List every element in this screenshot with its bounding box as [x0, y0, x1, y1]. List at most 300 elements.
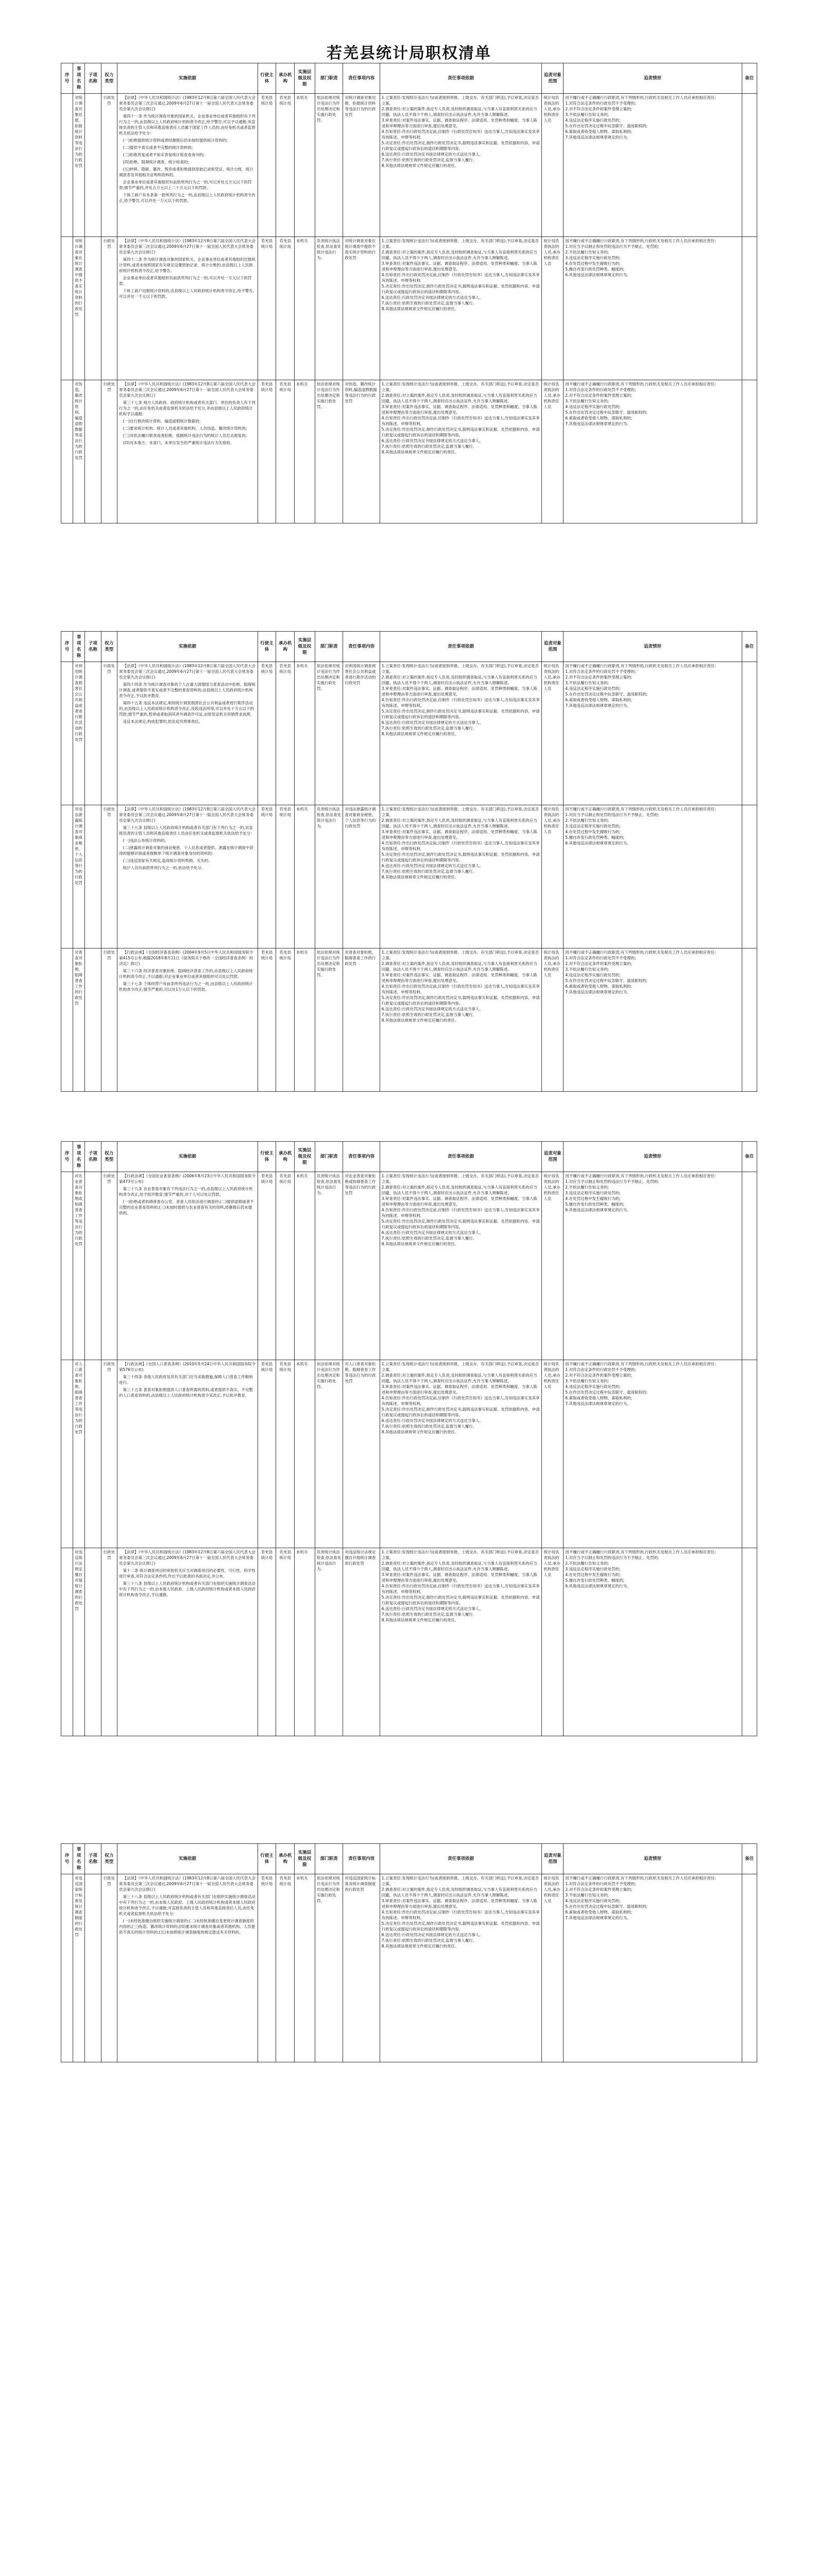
- cell-承办机构: 若羌县统计局: [276, 94, 295, 237]
- cell-责任事项依据: [380, 237, 542, 380]
- text-line: 5.决定责任:作出处罚决定,制作行政处罚决定书,载明违法事实和证据、处罚依据和内容、申请行政复议或提起行政诉讼的途径和期限等内容。: [381, 1595, 540, 1605]
- cell-实施依据: [117, 1172, 258, 1360]
- column-header: 序号: [61, 1844, 73, 1874]
- cell-实施依据: [117, 237, 258, 380]
- column-header: 承办机构: [276, 63, 295, 94]
- cell-事项名称: 对违反统计法规定擅自开展统计调查的行政处罚: [73, 1548, 85, 1736]
- text-line: 企业事业单位或者其他组织有前款所列行为之一的,可以并处一万元以下的罚款。: [119, 276, 252, 286]
- cell-部门职责: 依法依规对统计违法行为作出处理决定和实施行政处罚。: [315, 1360, 343, 1548]
- text-line: 4.在处罚过程中发生腐败行为的;: [565, 829, 621, 834]
- cell-子项名称: [85, 1548, 101, 1736]
- column-header: 责任事项依据: [380, 1844, 542, 1874]
- text-line: 4.告知责任:作出行政处罚决定前,应制作《行政处罚告知书》送达当事人,告知违法事实及其享有的陈述、申辩等权利。: [381, 984, 540, 994]
- cell-责任事项依据: [380, 948, 542, 1092]
- cell-责任事项内容: 对违反国家统计标准及统计调查制度的行政处罚: [343, 1874, 380, 2062]
- cell-序号: [61, 380, 73, 523]
- cell-责任事项依据: [380, 94, 542, 237]
- text-line: 因不履行或不正确履行行政职责,有下列情形的,行政机关及相关工作人员应承担相应责任:: [565, 1550, 716, 1554]
- text-line: 4.违反法定程序实施行政处罚的;: [565, 1899, 621, 1903]
- cell-实施层级及权限: 本机关: [295, 662, 315, 805]
- text-line: 因不履行或不正确履行行政职责,有下列情形的,行政机关及相关工作人员应承担相应责任:: [565, 950, 716, 955]
- cell-责任事项内容: 对普查对象拒绝、阻碍普查工作的行政处罚: [343, 948, 380, 1092]
- text-line: 5.擅自改变行政处罚种类、幅度的;: [565, 1202, 625, 1207]
- text-line: 2.调查责任:对立案的案件,指定专人负责,及时组织调查取证,与当事人有直接利害关系的应当回避。执法人员不得少于两人,调查时应出示执法证件,允许当事人辩解陈述。: [381, 1373, 537, 1383]
- text-line: 8.其他法律法规规章文件规定应履行的责任。: [381, 875, 459, 879]
- cell-事项名称: 对利用统计调查损害社会公共利益或者进行欺诈活动的行政处罚: [73, 662, 85, 805]
- text-line: 3.不依法履行告知义务的;: [565, 681, 609, 685]
- text-line: 7.其他违反法律法规规章规定的行为。: [565, 1401, 631, 1406]
- text-line: 2.调查责任:对立案的案件,指定专人负责,及时组织调查取证,与当事人有直接利害关系的应当回避。执法人员不得少于两人,调查时应出示执法证件,允许当事人辩解陈述。: [381, 675, 537, 685]
- cell-责任事项依据: [380, 380, 542, 523]
- column-header: 事项名称: [73, 63, 85, 94]
- text-line: 8.其他法律法规规章文件规定应履行的责任。: [381, 1430, 459, 1434]
- text-line: 4.告知责任:作出行政处罚决定前,应制作《行政处罚告知书》送达当事人,告知违法事实及其享有的陈述、申辩等权利。: [381, 273, 540, 283]
- text-line: 3.审查责任:对案件违法事实、证据、调查取证程序、法律适用、处罚种类和幅度、当事人陈述和申辩理由等方面进行审查,提出处理意见。: [381, 118, 537, 128]
- text-line: 4.告知责任:作出行政处罚决定前,应制作《行政处罚告知书》送达当事人,告知违法事实及其享有的陈述、申辩等权利。: [381, 1396, 540, 1406]
- cell-行使主体: 若羌县统计局: [258, 662, 276, 805]
- cell-责任事项内容: 对统计调查对象在统计调查中提供不真实统计资料的行政处罚: [343, 237, 380, 380]
- text-line: 第三十八条 县级以上人民政府统计机构或者有关部门在组织实施统计调查活动中有下列行为之一的,由本级人民政府、上级人民政府统计机构或者本级人民政府统计机构责令改正,予以通报;对直接负责的主管人员和其他直接责任人员,由任免机关或者监察机关依法给予处分:: [119, 1894, 255, 1916]
- table-row: [61, 1172, 757, 1360]
- text-line: 6.送达责任:行政处罚决定书按法律规定的方式送达当事人。: [381, 152, 483, 157]
- cell-权力类型: 行政处罚: [101, 1548, 117, 1736]
- text-line: (二)要求统计机构、统计人员或者其他机构、人员伪造、篡改统计资料的;: [123, 426, 247, 431]
- text-line: 2.对不符合法定条件的案件受理立案的;: [565, 961, 633, 966]
- text-line: 【行政法规】《全国农业普查条例》(2006年8月23日中华人民共和国国务院令第473号公布): [119, 1174, 256, 1184]
- text-line: 2.不依法履行告知义务的;: [565, 1185, 609, 1190]
- text-line: 5.在作出处罚决定过程中玩忽职守、滥用职权的;: [565, 978, 648, 983]
- cell-子项名称: [85, 805, 101, 948]
- text-line: 2.调查责任:对立案的案件,指定专人负责,及时组织调查取证,与当事人有直接利害关系的应当回避。执法人员不得少于两人,调查时应出示执法证件,允许当事人辩解陈述。: [381, 250, 537, 260]
- cell-权力类型: 行政处罚: [101, 662, 117, 805]
- table-row: [61, 662, 757, 805]
- column-header: 序号: [61, 63, 73, 94]
- text-line: 个体工商户有本条第一款所列行为之一的,由县级以上人民政府统计机构责令改正,给予警告,可以并处一万元以下的罚款。: [119, 193, 255, 203]
- text-line: 3.审查责任:对案件违法事实、证据、调查取证程序、法律适用、处罚种类和幅度、当事人陈述和申辩理由等方面进行审查,提出处理意见。: [381, 1899, 537, 1909]
- cell-备注: [742, 1874, 757, 2062]
- text-line: 第三十九条 县级以上人民政府统计机构或者有关部门有下列行为之一的,对直接负责的主管人员和其他直接责任人员由任免机关或者监察机关依法给予处分:: [119, 825, 253, 836]
- column-header: 事项名称: [73, 1844, 85, 1874]
- text-line: 【行政法规】《全国经济普查条例》(2004年9月5日中华人民共和国国务院令第415号公布,根据2018年8月11日《国务院关于修改〈全国经济普查条例〉的决定》修订): [119, 950, 253, 966]
- text-line: 7.其他违反法律法规规章规定的行为。: [565, 990, 631, 994]
- text-line: 2.调查责任:对立案的案件,指定专人负责,及时组织调查取证,与当事人有直接利害关系的应当回避。执法人员不得少于两人,调查时应出示执法证件,允许当事人辩解陈述。: [381, 1887, 537, 1897]
- cell-实施依据: [117, 1874, 258, 2062]
- power-table: [61, 631, 757, 1092]
- column-header: 追责情形: [564, 1142, 742, 1172]
- text-line: 5.决定责任:作出处罚决定,制作行政处罚决定书,载明违法事实和证据、处罚依据和内容、申请行政复议或提起行政诉讼的途径和期限等内容。: [381, 1407, 540, 1417]
- cell-部门职责: 负责统计执法检查,依法查处统计违法行为。: [315, 1172, 343, 1360]
- text-line: 7.执行责任:依照生效的行政处罚决定,监督当事人履行。: [381, 444, 477, 449]
- cell-子项名称: [85, 94, 101, 237]
- column-header: 承办机构: [276, 1142, 295, 1172]
- cell-行使主体: 若羌县统计局: [258, 1548, 276, 1736]
- table-row: [61, 1874, 757, 2062]
- text-line: 3.不依法履行告知义务的;: [565, 1893, 609, 1897]
- cell-序号: [61, 948, 73, 1092]
- column-header: 责任事项内容: [343, 63, 380, 94]
- text-line: (二)提供不真实或者不完整的统计资料的;: [123, 145, 193, 150]
- cell-责任事项依据: [380, 662, 542, 805]
- text-line: 5.在作出处罚决定过程中玩忽职守、滥用职权的;: [565, 410, 648, 415]
- cell-责任事项依据: [380, 1172, 542, 1360]
- text-line: 6.其他违反法律法规规章规定的行为。: [565, 1584, 631, 1588]
- text-line: 4.在处罚过程中发生腐败行为的;: [565, 261, 621, 266]
- column-header: 追责情形: [564, 632, 742, 662]
- text-line: 4.告知责任:作出行政处罚决定前,应制作《行政处罚告知书》送达当事人,告知违法事实及其享有的陈述、申辩等权利。: [381, 1584, 540, 1594]
- text-line: 4.在处罚过程中发生腐败行为的;: [565, 1196, 621, 1201]
- text-line: 4.告知责任:作出行政处罚决定前,应制作《行政处罚告知书》送达当事人,告知违法事实及其享有的陈述、申辩等权利。: [381, 416, 540, 426]
- text-line: 4.在处罚过程中发生腐败行为的;: [565, 1572, 621, 1577]
- column-header: 部门职责: [315, 1844, 343, 1874]
- text-line: (一)违法公布统计资料的;: [123, 838, 166, 843]
- text-line: 1.对符合法定条件的行政处罚不予受理的;: [565, 387, 636, 392]
- cell-承办机构: 若羌县统计局: [276, 948, 295, 1092]
- cell-子项名称: [85, 237, 101, 380]
- text-line: 1.立案责任:发现统计违法行为(或者接到举报、上级交办、有关部门移送),予以审查,决定是否立案。: [381, 1876, 539, 1886]
- text-line: 6.送达责任:行政处罚决定书按法律规定的方式送达当事人。: [381, 863, 483, 868]
- text-line: 【法律】《中华人民共和国统计法》(1983年12月8日第六届全国人民代表大会常务委员会第三次会议通过,2009年6月27日第十一届全国人民代表大会常务委员会第九次会议修订): [119, 1550, 256, 1566]
- text-line: 3.审查责任:对案件违法事实、证据、调查取证程序、法律适用、处罚种类和幅度、当事人陈述和申辩理由等方面进行审查,提出处理意见。: [381, 261, 537, 272]
- text-line: 6.索取或者收受他人财物、谋取私利的;: [565, 984, 633, 989]
- cell-责任事项依据: [380, 1874, 542, 2062]
- column-header: 实施层级及权限: [295, 632, 315, 662]
- text-line: 第三十四条 各级人民政府及其有关部门应当采取措施,保障人口普查工作顺利进行。: [119, 1375, 253, 1385]
- text-line: 8.其他法律法规规章文件规定应履行的责任。: [381, 732, 459, 736]
- text-line: 5.决定责任:作出处罚决定,制作行政处罚决定书,载明违法事实和证据、处罚依据和内容、申请行政复议或提起行政诉讼的途径和期限等内容。: [381, 709, 540, 719]
- text-line: (三)拒绝答复或者不如实答复统计检查查询书的;: [123, 152, 204, 157]
- cell-责任事项内容: 对农业普查对象拒绝或妨碍普查工作等违法行为的行政处罚: [343, 1172, 380, 1360]
- text-line: 3.审查责任:对案件违法事实、证据、调查取证程序、法律适用、处罚种类和幅度、当事人陈述和申辩理由等方面进行审查,提出处理意见。: [381, 1384, 537, 1395]
- text-line: (一)自行修改统计资料、编造虚假统计数据的;: [123, 419, 201, 423]
- column-header: 行使主体: [258, 1142, 276, 1172]
- column-header: 实施层级及权限: [295, 1844, 315, 1874]
- text-line: 【法律】《中华人民共和国统计法》(1983年12月8日第六届全国人民代表大会常务委员会第三次会议通过,2009年6月27日第十一届全国人民代表大会常务委员会第九次会议修订): [119, 239, 256, 255]
- cell-事项名称: 对统计调查对象在统计调查中提供不真实统计资料的行政处罚: [73, 237, 85, 380]
- cell-追责情形: [564, 948, 742, 1092]
- text-line: 3.审查责任:对案件违法事实、证据、调查取证程序、法律适用、处罚种类和幅度、当事人陈述和申辩理由等方面进行审查,提出处理意见。: [381, 404, 537, 415]
- text-line: 6.送达责任:行政处罚决定书按法律规定的方式送达当事人。: [381, 720, 483, 725]
- cell-追责对象范围: 统计局负责执法的人员,承办机构责任人员: [542, 948, 564, 1092]
- text-line: 第十二条 统计调查项目的审批机关应当对调查项目的必要性、可行性、科学性进行审查,对符合法定条件的,作出予以批准的书面决定,并公布。: [119, 1568, 255, 1579]
- cell-事项名称: 对违法泄露统计调查对象商业秘密、个人信息等行为的行政处罚: [73, 805, 85, 948]
- power-table: [61, 1141, 757, 1736]
- cell-部门职责: 依法依规对统计违法行为作出处理决定和实施行政处罚。: [315, 948, 343, 1092]
- column-header: 权力类型: [101, 632, 117, 662]
- cell-实施层级及权限: 本机关: [295, 1172, 315, 1360]
- cell-行使主体: 若羌县统计局: [258, 805, 276, 948]
- cell-承办机构: 若羌县统计局: [276, 805, 295, 948]
- text-line: 5.决定责任:作出处罚决定,制作行政处罚决定书,载明违法事实和证据、处罚依据和内容、申请行政复议或提起行政诉讼的途径和期限等内容。: [381, 1219, 540, 1229]
- column-header: 权力类型: [101, 1142, 117, 1172]
- text-line: 【行政法规】《全国人口普查条例》(2010年5月24日中华人民共和国国务院令第576号公布): [119, 1362, 256, 1372]
- column-header: 权力类型: [101, 63, 117, 94]
- column-header: 备注: [742, 1844, 757, 1874]
- cell-序号: [61, 1874, 73, 2062]
- column-header: 实施层级及权限: [295, 1142, 315, 1172]
- column-header: 部门职责: [315, 63, 343, 94]
- text-line: 个体工商户迟报统计资料的,由县级以上人民政府统计机构责令改正,给予警告,可以并处一千元以下的罚款。: [119, 289, 254, 299]
- column-header: 行使主体: [258, 1844, 276, 1874]
- table-row: [61, 805, 757, 948]
- text-line: (二)泄露统计调查对象的商业秘密、个人信息或者提供、泄露在统计调查中获得的能够识别或者推断单个统计调查对象身份的资料的;: [119, 845, 253, 856]
- cell-序号: [61, 1172, 73, 1360]
- text-line: (四)拒绝、阻碍统计调查、统计检查的;: [123, 160, 189, 164]
- text-line: 2.对不符合法定条件的案件受理立案的;: [565, 393, 633, 398]
- text-line: 8.其他法律法规规章文件规定应履行的责任。: [381, 450, 459, 454]
- cell-权力类型: 行政处罚: [101, 805, 117, 948]
- text-line: 6.送达责任:行政处罚决定书按法律规定的方式送达当事人。: [381, 1230, 483, 1235]
- cell-实施层级及权限: 本机关: [295, 94, 315, 237]
- cell-子项名称: [85, 662, 101, 805]
- cell-事项名称: 对统计调查对象迟报、拒报统计资料等违法行为的行政处罚: [73, 94, 85, 237]
- cell-追责对象范围: 统计局负责执法的人员,承办机构责任人员: [542, 805, 564, 948]
- text-line: 1.立案责任:发现统计违法行为(或者接到举报、上级交办、有关部门移送),予以审查,决定是否立案。: [381, 950, 539, 960]
- text-line: 6.索取或者收受他人财物、谋取私利的;: [565, 129, 633, 134]
- table-row: [61, 237, 757, 380]
- column-header: 责任事项内容: [343, 632, 380, 662]
- cell-备注: [742, 1548, 757, 1736]
- text-line: 8.其他法律法规规章文件规定应履行的责任。: [381, 1018, 459, 1023]
- cell-子项名称: [85, 1360, 101, 1548]
- text-line: 1.立案责任:发现统计违法行为(或者接到举报、上级交办、有关部门移送),予以审查,决定是否立案。: [381, 382, 539, 392]
- text-line: (一)拒绝或者妨碍普查办公室、普查人员依法进行调查的;(二)提供虚假或者不完整的农业普查资料的;(三)未按时提供与农业普查有关的资料,经催报后仍未提供的。: [119, 1199, 254, 1215]
- text-line: 8.其他法律法规规章文件规定应履行的责任。: [381, 1618, 459, 1622]
- text-line: 2.调查责任:对立案的案件,指定专人负责,及时组织调查取证,与当事人有直接利害关系的应当回避。执法人员不得少于两人,调查时应出示执法证件,允许当事人辩解陈述。: [381, 1561, 537, 1571]
- text-line: 1.对应当予以制止和处罚的违法行为不予制止、处罚的;: [565, 244, 659, 249]
- cell-事项名称: 对伪造、篡改统计资料,编造虚假数据等违法行为的行政处罚: [73, 380, 85, 523]
- cell-承办机构: 若羌县统计局: [276, 380, 295, 523]
- cell-责任事项内容: 对伪造、篡改统计资料,编造虚假数据等违法行为的行政处罚: [343, 380, 380, 523]
- cell-备注: [742, 1360, 757, 1548]
- cell-追责情形: [564, 1874, 742, 2062]
- cell-事项名称: 对违反国家统计标准及统计调查制度的行政处罚: [73, 1874, 85, 2062]
- text-line: 因不履行或不正确履行行政职责,有下列情形的,行政机关及相关工作人员应承担相应责任:: [565, 1876, 716, 1880]
- cell-行使主体: 若羌县统计局: [258, 94, 276, 237]
- cell-承办机构: 若羌县统计局: [276, 1172, 295, 1360]
- cell-行使主体: 若羌县统计局: [258, 380, 276, 523]
- text-line: 8.其他法律法规规章文件规定应履行的责任。: [381, 307, 459, 311]
- text-line: 5.决定责任:作出处罚决定,制作行政处罚决定书,载明违法事实和证据、处罚依据和内容、申请行政复议或提起行政诉讼的途径和期限等内容。: [381, 1921, 540, 1931]
- text-line: 4.告知责任:作出行政处罚决定前,应制作《行政处罚告知书》送达当事人,告知违法事实及其享有的陈述、申辩等权利。: [381, 129, 540, 140]
- text-line: 4.违反法定程序实施行政处罚的;: [565, 118, 621, 123]
- text-line: 8.其他法律法规规章文件规定应履行的责任。: [381, 1242, 459, 1246]
- text-line: 3.违反法定程序实施行政处罚的;: [565, 1567, 621, 1571]
- column-header: 承办机构: [276, 1844, 295, 1874]
- cell-承办机构: 若羌县统计局: [276, 1360, 295, 1548]
- cell-追责对象范围: 统计局负责执法的人员,承办机构责任人员: [542, 237, 564, 380]
- column-header: 责任事项内容: [343, 1142, 380, 1172]
- text-line: 第三十九条 农业普查对象有下列违法行为之一的,由县级以上人民政府统计机构责令改正,给予批评教育;情节严重的,对个人可以处以罚款。: [119, 1187, 253, 1197]
- cell-追责对象范围: 统计局负责执法的人员,承办机构责任人员: [542, 1172, 564, 1360]
- column-header: 实施依据: [117, 632, 258, 662]
- column-header: 责任事项依据: [380, 1142, 542, 1172]
- text-line: 7.执行责任:依照生效的行政处罚决定,监督当事人履行。: [381, 1236, 477, 1241]
- text-line: 违反本法规定,构成犯罪的,依法追究刑事责任。: [123, 719, 203, 724]
- cell-追责情形: [564, 237, 742, 380]
- text-line: 统计人员有前款所列行为之一的,依法给予处分。: [123, 866, 206, 870]
- text-line: 2.不依法履行告知义务的;: [565, 1561, 609, 1566]
- text-line: 4.违反法定程序实施行政处罚的;: [565, 1384, 621, 1389]
- cell-实施依据: [117, 1548, 258, 1736]
- text-line: 3.违反法定程序实施行政处罚的;: [565, 256, 621, 260]
- text-line: 第三十六条 经济普查对象拒绝、阻碍经济普查工作的,由县级以上人民政府统计机构责令改正,予以通报;对企业事业单位或者其他组织可以处以罚款。: [119, 969, 253, 979]
- text-line: 1.对符合法定条件的行政处罚不予受理的;: [565, 101, 636, 106]
- text-line: 4.违反法定程序实施行政处罚的;: [565, 404, 621, 409]
- text-line: 7.其他违反法律法规规章规定的行为。: [565, 703, 631, 708]
- cell-子项名称: [85, 380, 101, 523]
- text-line: 1.对应当予以制止和处罚的违法行为不予制止、处罚的;: [565, 1179, 659, 1184]
- text-line: 【法律】《中华人民共和国统计法》(1983年12月8日第六届全国人民代表大会常务委员会第三次会议通过,2009年6月27日第十一届全国人民代表大会常务委员会第九次会议修订): [119, 382, 256, 398]
- cell-实施层级及权限: 本机关: [295, 805, 315, 948]
- cell-责任事项内容: 对违反统计法规定擅自开展统计调查的行政处罚: [343, 1548, 380, 1736]
- cell-行使主体: 若羌县统计局: [258, 948, 276, 1092]
- cell-追责对象范围: 统计局负责执法的人员,承办机构责任人员: [542, 1360, 564, 1548]
- text-line: 第三十五条 普查对象拒绝提供人口普查所需的资料,或者提供不真实、不完整的人口普查资料的,由县级以上人民政府统计机构责令其改正,予以批评教育。: [119, 1387, 253, 1398]
- cell-责任事项内容: 对利用统计调查损害社会公共利益或者进行欺诈活动的行政处罚: [343, 662, 380, 805]
- cell-权力类型: 行政处罚: [101, 948, 117, 1092]
- table-row: [61, 948, 757, 1092]
- cell-部门职责: 负责统计执法检查,依法查处统计违法行为。: [315, 805, 343, 948]
- text-line: 第四十四条 作为统计调查对象的个人在重大国情国力普查活动中拒绝、阻碍统计调查,或者提供不真实或者不完整的普查资料的,由县级以上人民政府统计机构责令改正,予以批评教育。: [119, 682, 255, 698]
- text-line: 6.索取或者收受他人财物、谋取私利的;: [565, 1910, 633, 1914]
- text-line: (三)违反国家有关规定,造成统计资料毁损、灭失的。: [123, 858, 212, 863]
- cell-事项名称: 对普查对象拒绝、阻碍普查工作的行政处罚: [73, 948, 85, 1092]
- cell-承办机构: 若羌县统计局: [276, 662, 295, 805]
- text-line: 8.其他法律法规规章文件规定应履行的责任。: [381, 1944, 459, 1948]
- column-header: 备注: [742, 63, 757, 94]
- text-line: (四)对本地方、本部门、本单位发生的严重统计违法行为失察的。: [123, 440, 234, 445]
- cell-实施层级及权限: 本机关: [295, 1548, 315, 1736]
- cell-追责对象范围: 统计局负责执法的人员,承办机构责任人员: [542, 380, 564, 523]
- column-header: 事项名称: [73, 632, 85, 662]
- column-header: 备注: [742, 1142, 757, 1172]
- text-line: 4.告知责任:作出行政处罚决定前,应制作《行政处罚告知书》送达当事人,告知违法事实及其享有的陈述、申辩等权利。: [381, 1208, 540, 1218]
- table-header: [61, 632, 757, 662]
- text-line: 【法律】《中华人民共和国统计法》(1983年12月8日第六届全国人民代表大会常务委员会第三次会议通过,2009年6月27日第十一届全国人民代表大会常务委员会第九次会议修订): [119, 807, 256, 823]
- cell-子项名称: [85, 1172, 101, 1360]
- cell-备注: [742, 94, 757, 237]
- cell-责任事项内容: 对人口普查对象拒绝、阻碍普查工作等违法行为的行政处罚: [343, 1360, 380, 1548]
- cell-行使主体: 若羌县统计局: [258, 1172, 276, 1360]
- cell-责任事项内容: 对违法泄露统计调查对象商业秘密、个人信息等行为的行政处罚: [343, 805, 380, 948]
- text-line: 3.违反法定程序实施行政处罚的;: [565, 824, 621, 828]
- text-line: 【法律】《中华人民共和国统计法》(1983年12月8日第六届全国人民代表大会常务委员会第三次会议通过,2009年6月27日第十一届全国人民代表大会常务委员会第九次会议修订): [119, 95, 256, 111]
- cell-行使主体: 若羌县统计局: [258, 1360, 276, 1548]
- column-header: 实施依据: [117, 1844, 258, 1874]
- cell-权力类型: 行政处罚: [101, 1172, 117, 1360]
- text-line: 3.审查责任:对案件违法事实、证据、调查取证程序、法律适用、处罚种类和幅度、当事人陈述和申辩理由等方面进行审查,提出处理意见。: [381, 1572, 537, 1583]
- cell-承办机构: 若羌县统计局: [276, 1874, 295, 2062]
- table-header: [61, 1142, 757, 1172]
- column-header: 实施依据: [117, 63, 258, 94]
- text-line: 2.不依法履行告知义务的;: [565, 250, 609, 255]
- cell-权力类型: 行政处罚: [101, 380, 117, 523]
- cell-追责对象范围: 统计局负责执法的人员,承办机构责任人员: [542, 94, 564, 237]
- text-line: 5.在作出处罚决定过程中玩忽职守、滥用职权的;: [565, 1390, 648, 1395]
- text-line: 6.送达责任:行政处罚决定书按法律规定的方式送达当事人。: [381, 1933, 483, 1937]
- text-line: 5.擅自改变行政处罚种类、幅度的;: [565, 1578, 625, 1583]
- text-line: 6.其他违反法律法规规章规定的行为。: [565, 1208, 631, 1212]
- text-line: 5.决定责任:作出处罚决定,制作行政处罚决定书,载明违法事实和证据、处罚依据和内容、申请行政复议或提起行政诉讼的途径和期限等内容。: [381, 427, 540, 437]
- text-line: 6.其他违反法律法规规章规定的行为。: [565, 841, 631, 845]
- cell-实施依据: [117, 380, 258, 523]
- column-header: 追责对象范围: [542, 1844, 564, 1874]
- cell-追责对象范围: 统计局负责执法的人员,承办机构责任人员: [542, 662, 564, 805]
- cell-备注: [742, 1172, 757, 1360]
- text-line: 1.对应当予以制止和处罚的违法行为不予制止、处罚的;: [565, 812, 659, 817]
- column-header: 责任事项依据: [380, 632, 542, 662]
- cell-责任事项依据: [380, 805, 542, 948]
- cell-追责对象范围: 统计局负责执法的人员,承办机构责任人员: [542, 1548, 564, 1736]
- text-line: 1.对符合法定条件的行政处罚不予受理的;: [565, 1367, 636, 1372]
- text-line: 7.执行责任:依照生效的行政处罚决定,监督当事人履行。: [381, 1938, 477, 1943]
- text-line: 2.不依法履行告知义务的;: [565, 818, 609, 823]
- text-line: 4.违反法定程序实施行政处罚的;: [565, 686, 621, 691]
- cell-实施依据: [117, 94, 258, 237]
- cell-部门职责: 负责统计执法检查,依法查处统计违法行为。: [315, 1548, 343, 1736]
- text-line: 2.调查责任:对立案的案件,指定专人负责,及时组织调查取证,与当事人有直接利害关系的应当回避。执法人员不得少于两人,调查时应出示执法证件,允许当事人辩解陈述。: [381, 818, 537, 828]
- text-line: 第四十一条 作为统计调查对象的国家机关、企业事业单位或者其他组织有下列行为之一的,由县级以上人民政府统计机构责令改正,给予警告,可以予以通报;其直接负责的主管人员和其他直接责任人员属于国家工作人员的,由任免机关或者监察机关依法给予处分:: [119, 114, 255, 135]
- text-line: 1.对符合法定条件的行政处罚不予受理的;: [565, 956, 636, 960]
- text-line: 8.其他法律法规规章文件规定应履行的责任。: [381, 163, 459, 168]
- cell-部门职责: 依法依规对统计违法行为作出处理决定和实施行政处罚。: [315, 94, 343, 237]
- text-line: 5.在作出处罚决定过程中玩忽职守、滥用职权的;: [565, 124, 648, 128]
- cell-序号: [61, 805, 73, 948]
- cell-序号: [61, 1360, 73, 1548]
- text-line: 5.决定责任:作出处罚决定,制作行政处罚决定书,载明违法事实和证据、处罚依据和内容、申请行政复议或提起行政诉讼的途径和期限等内容。: [381, 852, 540, 862]
- text-line: 7.其他违反法律法规规章规定的行为。: [565, 421, 631, 426]
- text-line: 5.在作出处罚决定过程中玩忽职守、滥用职权的;: [565, 692, 648, 697]
- text-line: 3.审查责任:对案件违法事实、证据、调查取证程序、法律适用、处罚种类和幅度、当事人陈述和申辩理由等方面进行审查,提出处理意见。: [381, 829, 537, 840]
- column-header: 行使主体: [258, 63, 276, 94]
- text-line: 因不履行或不正确履行行政职责,有下列情形的,行政机关及相关工作人员应承担相应责任:: [565, 807, 716, 811]
- text-line: 1.立案责任:发现统计违法行为(或者接到举报、上级交办、有关部门移送),予以审查,决定是否立案。: [381, 807, 539, 817]
- text-line: (一)未经批准擅自组织实施统计调查的;(二)未经批准擅自变更统计调查制度的内容的;(三)伪造、篡改统计资料的;(四)要求统计调查对象或者其他机构、人员提供不真实的统计资料的;(五)未按照统计调查制度的规定报送有关资料的。: [119, 1919, 255, 1935]
- text-line: 3.不依法履行告知义务的;: [565, 967, 609, 972]
- text-line: 3.不依法履行告知义务的;: [565, 1379, 609, 1383]
- text-line: 6.索取或者收受他人财物、谋取私利的;: [565, 1396, 633, 1400]
- text-line: 第四十五条 违反本法规定,利用统计调查损害社会公共利益或者进行欺诈活动的,由县级以上人民政府统计机构责令改正,没收违法所得,可以并处十万元以下的罚款;情节严重的,暂停或者取消其涉外调查许可证,由原发证机关吊销营业执照。: [119, 701, 254, 717]
- table-row: [61, 1548, 757, 1736]
- cell-备注: [742, 380, 757, 523]
- text-line: 1.立案责任:发现统计违法行为(或者接到举报、上级交办、有关部门移送),予以审查,决定是否立案。: [381, 239, 539, 249]
- text-line: 1.对符合法定条件的行政处罚不予受理的;: [565, 669, 636, 674]
- text-line: 4.违反法定程序实施行政处罚的;: [565, 973, 621, 977]
- text-line: 7.执行责任:依照生效的行政处罚决定,监督当事人履行。: [381, 726, 477, 731]
- text-line: 因不履行或不正确履行行政职责,有下列情形的,行政机关及相关工作人员应承担相应责任:: [565, 664, 716, 668]
- cell-责任事项依据: [380, 1360, 542, 1548]
- text-line: 6.送达责任:行政处罚决定书按法律规定的方式送达当事人。: [381, 295, 483, 300]
- text-line: 7.执行责任:依照生效的行政处罚决定,监督当事人履行。: [381, 301, 477, 306]
- cell-部门职责: 依法依规对统计违法行为作出处理决定和实施行政处罚。: [315, 662, 343, 805]
- table-header: [61, 1844, 757, 1874]
- text-line: 7.执行责任:依照生效的行政处罚决定,监督当事人履行。: [381, 869, 477, 874]
- text-line: 因不履行或不正确履行行政职责,有下列情形的,行政机关及相关工作人员应承担相应责任:: [565, 1174, 716, 1178]
- cell-子项名称: [85, 948, 101, 1092]
- cell-追责情形: [564, 1172, 742, 1360]
- text-line: 6.送达责任:行政处罚决定书按法律规定的方式送达当事人。: [381, 1007, 483, 1011]
- cell-序号: [61, 237, 73, 380]
- text-line: 3.不依法履行告知义务的;: [565, 112, 609, 117]
- text-line: 4.告知责任:作出行政处罚决定前,应制作《行政处罚告知书》送达当事人,告知违法事实及其享有的陈述、申辩等权利。: [381, 1910, 540, 1920]
- table-row: [61, 380, 757, 523]
- table-row: [61, 94, 757, 237]
- cell-实施层级及权限: 本机关: [295, 1874, 315, 2062]
- cell-部门职责: 依法依规对统计违法行为作出处理决定和实施行政处罚。: [315, 1874, 343, 2062]
- cell-序号: [61, 1548, 73, 1736]
- cell-事项名称: 对人口普查对象拒绝、阻碍普查工作等违法行为的行政处罚: [73, 1360, 85, 1548]
- column-header: 承办机构: [276, 632, 295, 662]
